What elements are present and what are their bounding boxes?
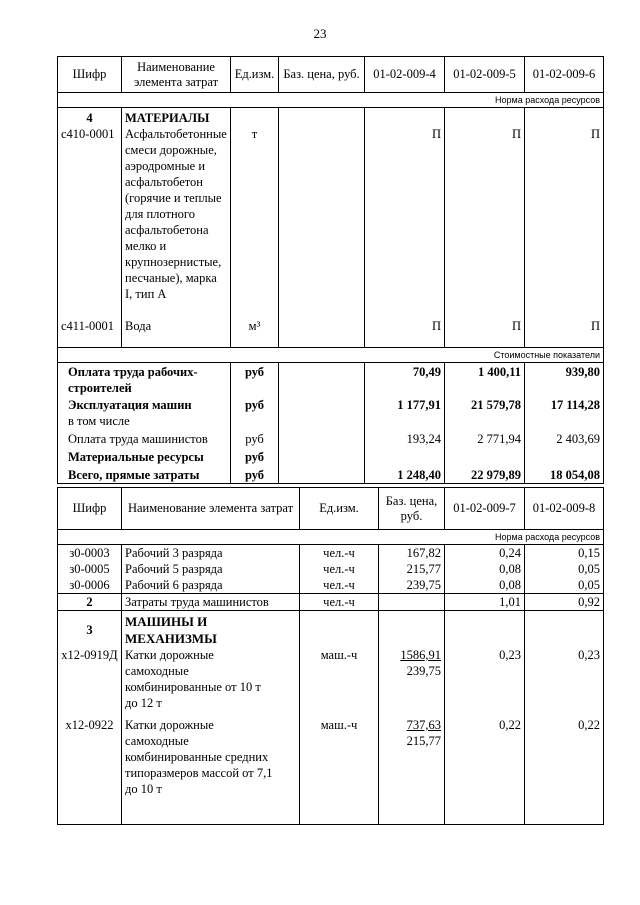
cost-col-3 (525, 363, 604, 484)
worker-value: 0,05 (578, 562, 600, 576)
worker-unit: чел.-ч (323, 578, 355, 592)
machine-price-secondary: 215,77 (406, 734, 441, 748)
cost-name: Эксплуатация машин (68, 398, 192, 412)
worker-value: 0,08 (499, 578, 521, 592)
machinist-price (379, 594, 445, 611)
header-col-2: 01-02-009-5 (445, 57, 525, 93)
header-row (58, 57, 604, 93)
cost-value: 2 403,69 (556, 432, 600, 446)
machinist-unit: чел.-ч (300, 594, 379, 611)
material-code: с411-0001 (61, 319, 114, 333)
cost-value: 2 771,94 (477, 432, 521, 446)
worker-price: 215,77 (406, 562, 441, 576)
resource-table-1 (57, 56, 604, 484)
material-value: П (590, 319, 600, 333)
machinist-name: Затраты труда машинистов (122, 594, 300, 611)
material-value: П (431, 127, 441, 141)
materials-names (122, 108, 231, 348)
header-code: Шифр (58, 488, 122, 530)
materials-row (58, 108, 604, 348)
cost-value: 1 177,91 (397, 398, 441, 412)
cost-unit: руб (244, 450, 265, 464)
cost-unit: руб (244, 398, 265, 412)
worker-value: 0,08 (499, 562, 521, 576)
worker-code: з0-0003 (69, 546, 110, 560)
worker-prices (379, 545, 445, 594)
header-col-2: 01-02-009-8 (525, 488, 604, 530)
machine-col-1 (445, 611, 525, 825)
materials-units (231, 108, 279, 348)
machinist-row (58, 594, 604, 611)
header-unit: Ед.изм. (300, 488, 379, 530)
cost-col-1 (365, 363, 445, 484)
cost-names (58, 363, 231, 484)
cost-name: в том числе (68, 414, 130, 428)
cost-value: 18 054,08 (550, 468, 600, 482)
machine-price: 1586,91 (400, 648, 441, 662)
norm-label-row (58, 93, 604, 108)
materials-price (279, 108, 365, 348)
cost-value: 1 400,11 (477, 365, 521, 379)
header-row (58, 488, 604, 530)
cost-name: Всего, прямые затраты (68, 468, 200, 482)
section-number: 3 (86, 623, 93, 637)
machine-unit: маш.-ч (320, 718, 358, 732)
machine-price-secondary: 239,75 (406, 664, 441, 678)
worker-value: 0,05 (578, 578, 600, 592)
header-price: Баз. цена, руб. (379, 488, 445, 530)
cost-unit: руб (244, 365, 265, 379)
cost-block (58, 363, 604, 484)
worker-price: 167,82 (406, 546, 441, 560)
machines-block (58, 611, 604, 825)
material-value: П (511, 319, 521, 333)
machine-name: Катки дорожные самоходные комбинированные от 10 т до 12 т (125, 648, 261, 710)
worker-name: Рабочий 3 разряда (125, 546, 223, 560)
cost-unit: руб (244, 468, 265, 482)
machinist-value: 0,92 (525, 594, 604, 611)
worker-price: 239,75 (406, 578, 441, 592)
machine-price: 737,63 (406, 718, 441, 732)
norm-label: Норма расхода ресурсов (58, 93, 604, 108)
material-value: П (431, 319, 441, 333)
worker-code: з0-0005 (69, 562, 110, 576)
header-price: Баз. цена, руб. (279, 57, 365, 93)
machine-names (122, 611, 300, 825)
machine-value: 0,23 (578, 648, 600, 662)
header-col-1: 01-02-009-4 (365, 57, 445, 93)
cost-value: 939,80 (565, 365, 600, 379)
material-unit: т (251, 127, 258, 141)
machine-unit: маш.-ч (320, 648, 358, 662)
header-name: Наименование элемента затрат (122, 488, 300, 530)
section-title: МАШИНЫ И МЕХАНИЗМЫ (125, 614, 217, 646)
machine-prices (379, 611, 445, 825)
worker-unit: чел.-ч (323, 546, 355, 560)
section-number: 4 (86, 111, 93, 125)
cost-value: 70,49 (412, 365, 441, 379)
machine-units (300, 611, 379, 825)
cost-value: 193,24 (406, 432, 441, 446)
norm-label-row (58, 530, 604, 545)
worker-name: Рабочий 5 разряда (125, 562, 223, 576)
machine-value: 0,22 (578, 718, 600, 732)
norm-label: Норма расхода ресурсов (58, 530, 604, 545)
resource-table-2 (57, 487, 604, 825)
material-unit: м³ (248, 319, 261, 333)
workers-block (58, 545, 604, 594)
material-code: с410-0001 (61, 127, 115, 141)
worker-col-2 (525, 545, 604, 594)
worker-unit: чел.-ч (323, 562, 355, 576)
section-title: МАТЕРИАЛЫ (125, 111, 210, 125)
machine-codes (58, 611, 122, 825)
worker-value: 0,15 (578, 546, 600, 560)
cost-name: Оплата труда рабочих-строителей (68, 365, 198, 395)
header-col-1: 01-02-009-7 (445, 488, 525, 530)
worker-value: 0,24 (499, 546, 521, 560)
machine-value: 0,23 (499, 648, 521, 662)
cost-price (279, 363, 365, 484)
cost-value: 22 979,89 (471, 468, 521, 482)
materials-col-1 (365, 108, 445, 348)
worker-names (122, 545, 300, 594)
worker-code: з0-0006 (69, 578, 110, 592)
cost-label-row (58, 348, 604, 363)
machine-name: Катки дорожные самоходные комбинированные средних типоразмеров массой от 7,1 до 10 т (125, 718, 273, 796)
materials-col-2 (445, 108, 525, 348)
cost-unit: руб (245, 432, 264, 446)
cost-col-2 (445, 363, 525, 484)
page-number: 23 (313, 26, 327, 41)
cost-units (231, 363, 279, 484)
cost-value: 17 114,28 (550, 398, 600, 412)
material-value: П (511, 127, 521, 141)
machinist-value: 1,01 (445, 594, 525, 611)
cost-name: Оплата труда машинистов (68, 432, 208, 446)
cost-name: Материальные ресурсы (68, 450, 204, 464)
worker-name: Рабочий 6 разряда (125, 578, 223, 592)
header-name: Наименование элемента затрат (122, 57, 231, 93)
cost-value: 21 579,78 (471, 398, 521, 412)
worker-codes (58, 545, 122, 594)
machine-col-2 (525, 611, 604, 825)
worker-units (300, 545, 379, 594)
header-unit: Ед.изм. (231, 57, 279, 93)
materials-codes (58, 108, 122, 348)
material-value: П (590, 127, 600, 141)
machine-value: 0,22 (499, 718, 521, 732)
worker-col-1 (445, 545, 525, 594)
machine-code: х12-0922 (65, 718, 114, 732)
header-code: Шифр (58, 57, 122, 93)
material-name: Асфальтобетонные смеси дорожные, аэродромные и асфальтобетон (горячие и теплые для плотного асфальтобетона мелко и крупнозернистые, песчаные), марка I, тип А (125, 127, 227, 301)
cost-value: 1 248,40 (397, 468, 441, 482)
cost-label: Стоимостные показатели (58, 348, 604, 363)
header-col-3: 01-02-009-6 (525, 57, 604, 93)
material-name: Вода (125, 319, 152, 333)
machine-code: х12-0919Д (61, 648, 118, 662)
materials-col-3 (525, 108, 604, 348)
machinist-code: 2 (58, 594, 122, 611)
